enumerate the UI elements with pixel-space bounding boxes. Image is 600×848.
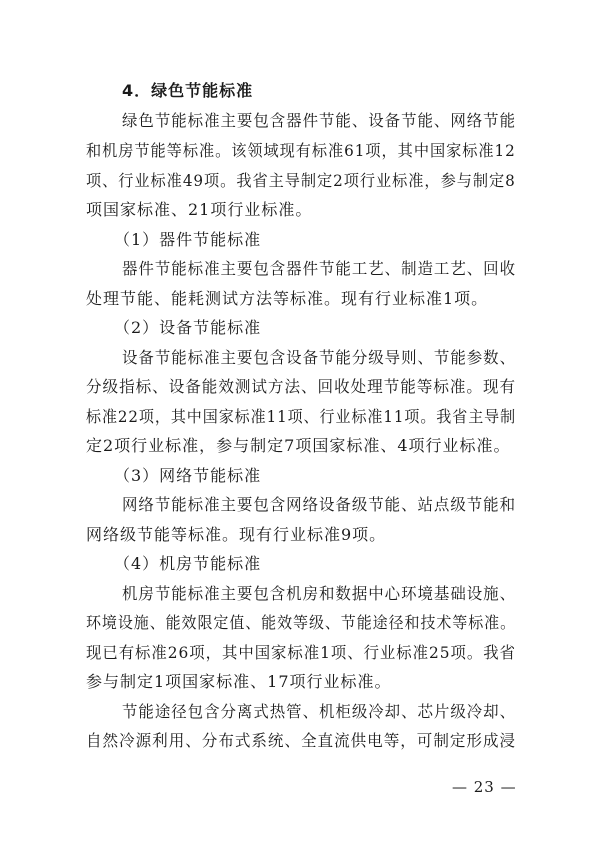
paragraph-line: 定2项行业标准，参与制定7项国家标准、4项行业标准。 [86, 436, 511, 455]
paragraph-line: 环境设施、能效限定值、能效等级、节能途径和技术等标准。 [86, 613, 517, 632]
paragraph-line: 处理节能、能耗测试方法等标准。现有行业标准1项。 [86, 289, 489, 308]
paragraph-line: 参与制定1项国家标准、17项行业标准。 [86, 672, 392, 691]
paragraph-line: 设备节能标准主要包含设备节能分级导则、节能参数、 [122, 348, 517, 367]
paragraph-line: 项、行业标准49项。我省主导制定2项行业标准，参与制定8 [86, 171, 516, 190]
paragraph-line: 器件节能标准主要包含器件节能工艺、制造工艺、回收 [122, 259, 517, 278]
paragraph-line: 自然冷源利用、分布式系统、全直流供电等，可制定形成浸 [86, 731, 517, 750]
paragraph-line: 绿色节能标准主要包含器件节能、设备节能、网络节能 [122, 111, 517, 130]
paragraph-line: 机房节能标准主要包含机房和数据中心环境基础设施、 [122, 584, 517, 603]
subsection-title: （2）设备节能标准 [114, 318, 262, 337]
subsection-title: （3）网络节能标准 [114, 466, 262, 485]
page-number: — 23 — [452, 778, 517, 796]
paragraph-line: 网络级节能等标准。现有行业标准9项。 [86, 525, 387, 544]
subsection-title: （4）机房节能标准 [114, 554, 262, 573]
paragraph-line: 和机房节能等标准。该领域现有标准61项，其中国家标准12 [86, 141, 516, 160]
subsection-title: （1）器件节能标准 [114, 230, 262, 249]
paragraph-line: 网络节能标准主要包含网络设备级节能、站点级节能和 [122, 495, 517, 514]
paragraph-line: 项国家标准、21项行业标准。 [86, 200, 313, 219]
paragraph-line: 分级指标、设备能效测试方法、回收处理节能等标准。现有 [86, 377, 517, 396]
paragraph-line: 节能途径包含分离式热管、机柜级冷却、芯片级冷却、 [122, 702, 517, 721]
section-heading: 4．绿色节能标准 [122, 81, 254, 100]
paragraph-line: 标准22项，其中国家标准11项、行业标准11项。我省主导制 [86, 407, 517, 426]
paragraph-line: 现已有标准26项，其中国家标准1项、行业标准25项。我省 [86, 643, 516, 662]
